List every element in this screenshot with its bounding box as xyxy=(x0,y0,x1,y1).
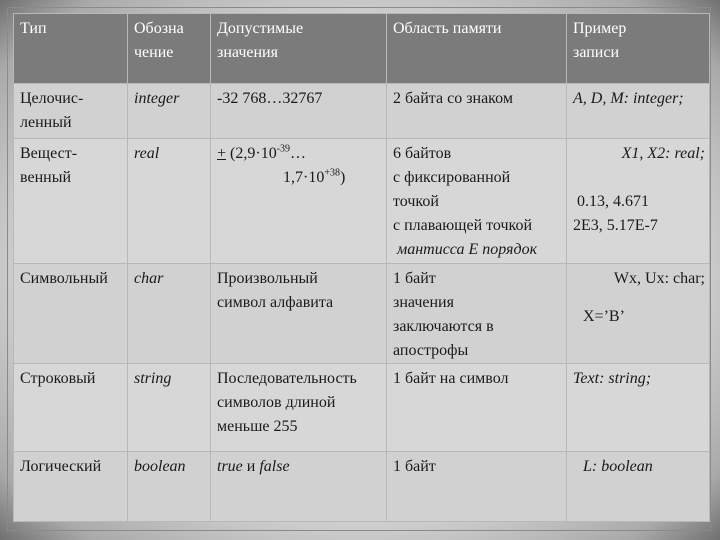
header-notation: Обозна чение xyxy=(128,14,211,84)
cell-type: Целочис- ленный xyxy=(14,84,128,139)
cell-type: Вещест- венный xyxy=(14,139,128,264)
cell-notation: boolean xyxy=(128,452,211,522)
cell-example: Text: string; xyxy=(567,364,710,452)
cell-values: Последовательность символов длиной меньше 255 xyxy=(211,364,387,452)
cell-notation: char xyxy=(128,264,211,364)
cell-notation: real xyxy=(128,139,211,264)
range-low: + ($2,9\cdot 10^{-39}\dots$ xyxy=(217,143,307,162)
range-high: $1,7\cdot 10^{+38}$) xyxy=(283,167,346,186)
cell-example: X1, X2: real; 0.13, 4.671 2E3, 5.17E-7 xyxy=(567,139,710,264)
cell-type: Логический xyxy=(14,452,128,522)
cell-example: L: boolean xyxy=(567,452,710,522)
header-values: Допустимые значения xyxy=(211,14,387,84)
row-boolean xyxy=(14,452,710,522)
cell-example: A, D, M: integer; xyxy=(567,84,710,139)
cell-values: -32 768…32767 xyxy=(211,84,387,139)
cell-memory: 6 байтов с фиксированной точкой с плавающей точкой мантисса Е порядок xyxy=(387,139,567,264)
cell-memory: 1 байт xyxy=(387,452,567,522)
cell-notation: integer xyxy=(128,84,211,139)
cell-values: true и false xyxy=(211,452,387,522)
cell-type: Строковый xyxy=(14,364,128,452)
row-integer xyxy=(14,84,710,139)
header-type: Тип xyxy=(14,14,128,84)
cell-example: Wx, Ux: char; X=’B’ xyxy=(567,264,710,364)
cell-memory: 1 байт значения заключаются в апострофы xyxy=(387,264,567,364)
cell-type: Символьный xyxy=(14,264,128,364)
data-types-table xyxy=(13,13,710,522)
cell-memory: 1 байт на символ xyxy=(387,364,567,452)
cell-values: Произвольный символ алфавита xyxy=(211,264,387,364)
cell-notation: string xyxy=(128,364,211,452)
row-real xyxy=(14,139,710,264)
header-example: Пример записи xyxy=(567,14,710,84)
header-memory: Область памяти xyxy=(387,14,567,84)
table-header-row xyxy=(14,14,710,84)
cell-values xyxy=(211,139,387,264)
cell-memory: 2 байта со знаком xyxy=(387,84,567,139)
row-string xyxy=(14,364,710,452)
row-char xyxy=(14,264,710,364)
